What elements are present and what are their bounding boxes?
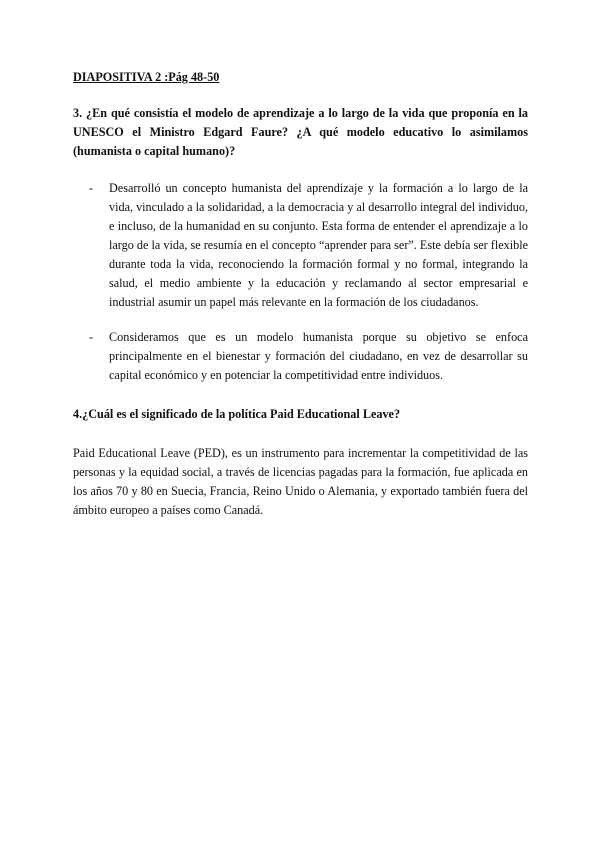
answer-3-paragraph-1: Desarrolló un concepto humanista del aprendizaje y la formación a lo largo de la vida, vinculado a la solidaridad, a la democracia y al desarrollo integral del individuo, e incluso, de la humanidad en su conjunto. Esta forma de entender el aprendizaje a lo largo de la vida, se resumía en el concepto “aprender para ser”. Este debía ser flexible durante toda la vida, reconociendo la formación formal y no formal, integrando la salud, el medio ambiente y la educación y reclamando al sector empresarial e industrial asumir un papel más relevante en la formación de los ciudadanos. bbox=[109, 181, 528, 309]
answer-3-paragraph-2: Consideramos que es un modelo humanista porque su objetivo se enfoca principalmente en el bienestar y formación del ciudadano, en vez de desarrollar su capital económico y en potenciar la competitividad entre individuos. bbox=[109, 330, 528, 382]
question-4: 4.¿Cuál es el significado de la política Paid Educational Leave? bbox=[73, 407, 401, 421]
slide-heading: DIAPOSITIVA 2 :Pág 48-50 bbox=[73, 70, 220, 84]
bullet-marker: - bbox=[89, 181, 94, 195]
list-item bbox=[73, 179, 528, 312]
question-3: 3. ¿En qué consistía el modelo de aprendizaje a lo largo de la vida que proponía en la UNESCO el Ministro Edgard Faure? ¿A qué modelo educativo lo asimilamos (humanista o capital humano)? bbox=[73, 106, 528, 158]
document-page bbox=[73, 68, 528, 520]
bullet-marker: - bbox=[89, 330, 94, 344]
list-item bbox=[73, 328, 528, 385]
answer-3-list bbox=[73, 179, 528, 385]
answer-4-paragraph: Paid Educational Leave (PED), es un instrumento para incrementar la competitividad de las personas y la equidad social, a través de licencias pagadas para la formación, fue aplicada en los años 70 y 80 en Suecia, Francia, Reino Unido o Alemania, y exportado también fuera del ámbito europeo a países como Canadá. bbox=[73, 446, 528, 517]
